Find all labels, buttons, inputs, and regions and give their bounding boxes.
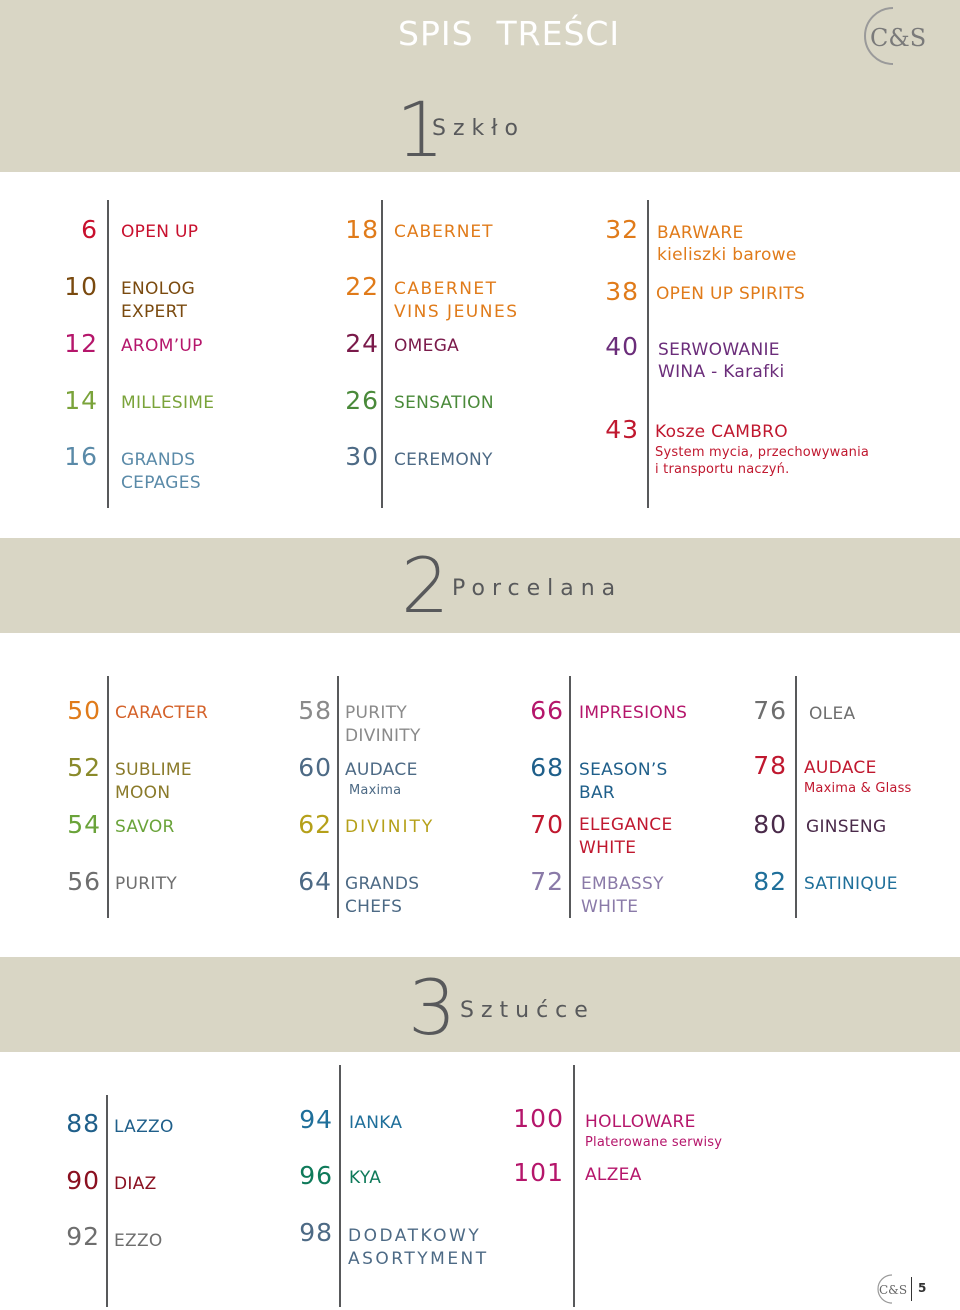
section-title: Sztućce	[460, 998, 595, 1023]
toc-entry[interactable]: AROM’UP	[121, 336, 203, 356]
logo-text: C&S	[870, 24, 927, 52]
page-number: 90	[66, 1166, 100, 1195]
page-number: 10	[64, 272, 98, 301]
toc-entry[interactable]: Kosze CAMBRO System mycia, przechowywania i transportu naczyń.	[655, 422, 870, 477]
page-number: 94	[299, 1105, 333, 1134]
column-divider	[381, 200, 383, 508]
page-number: 56	[67, 867, 101, 896]
toc-entry[interactable]: ELEGANCE WHITE	[579, 815, 673, 858]
toc-entry[interactable]: LAZZO	[114, 1117, 174, 1137]
column-divider	[337, 676, 339, 918]
section-number: 2	[401, 541, 450, 630]
toc-entry[interactable]: PURITY	[115, 874, 178, 894]
page-number: 50	[67, 696, 101, 725]
toc-entry[interactable]: IANKA	[349, 1113, 403, 1133]
page-number: 66	[530, 696, 564, 725]
section-number: 1	[396, 85, 445, 174]
page-number: 26	[345, 386, 379, 415]
page-number: 54	[67, 810, 101, 839]
page-number-footer: 5	[918, 1281, 927, 1295]
toc-entry[interactable]: HOLLOWARE Platerowane serwisy	[585, 1112, 723, 1150]
section-title: Porcelana	[452, 576, 623, 601]
toc-entry[interactable]: OMEGA	[394, 336, 460, 356]
toc-entry[interactable]: OPEN UP	[121, 222, 199, 242]
toc-entry[interactable]: AUDACE Maxima	[345, 760, 418, 798]
page-number: 101	[513, 1158, 564, 1187]
page-number: 98	[299, 1218, 333, 1247]
page-title: SPIS TREŚCI	[398, 14, 621, 53]
page-number: 64	[298, 867, 332, 896]
toc-entry[interactable]: CEREMONY	[394, 450, 493, 470]
page-number: 100	[513, 1104, 564, 1133]
toc-entry[interactable]: BARWARE kieliszki barowe	[657, 223, 797, 265]
page-number: 52	[67, 753, 101, 782]
toc-entry[interactable]: SUBLIME MOON	[115, 760, 192, 803]
toc-entry[interactable]: EMBASSY WHITE	[581, 874, 664, 917]
toc-entry[interactable]: SEASON’S BAR	[579, 760, 668, 803]
section-title: Szkło	[432, 116, 525, 141]
page-number: 24	[345, 329, 379, 358]
page-number: 12	[64, 329, 98, 358]
page-number: 68	[530, 753, 564, 782]
column-divider	[107, 200, 109, 508]
page-number: 92	[66, 1222, 100, 1251]
page-number: 32	[605, 215, 639, 244]
page-number: 82	[753, 867, 787, 896]
page-number: 58	[298, 696, 332, 725]
toc-entry[interactable]: SAVOR	[115, 817, 175, 837]
column-divider	[573, 1065, 575, 1307]
page-number: 30	[345, 442, 379, 471]
toc-entry[interactable]: EZZO	[114, 1231, 163, 1251]
logo-text: C&S	[879, 1283, 908, 1297]
page-number: 62	[298, 810, 332, 839]
column-divider	[107, 676, 109, 918]
toc-entry[interactable]: OPEN UP SPIRITS	[656, 284, 806, 304]
toc-entry[interactable]: GRANDS CEPAGES	[121, 450, 201, 493]
column-divider	[339, 1065, 341, 1307]
page-number: 6	[81, 215, 98, 244]
page-number: 72	[530, 867, 564, 896]
page-number: 38	[605, 277, 639, 306]
column-divider	[795, 676, 797, 918]
page-number: 88	[66, 1109, 100, 1138]
column-divider	[647, 200, 649, 508]
toc-entry[interactable]: DODATKOWY ASORTYMENT	[348, 1226, 489, 1269]
footer-divider	[911, 1277, 912, 1301]
toc-entry[interactable]: SATINIQUE	[804, 874, 898, 894]
toc-entry[interactable]: SERWOWANIE WINA - Karafki	[658, 340, 785, 382]
toc-entry[interactable]: CABERNET	[394, 222, 494, 242]
page-number: 70	[530, 810, 564, 839]
page-number: 43	[605, 415, 639, 444]
toc-entry[interactable]: AUDACE Maxima & Glass	[804, 758, 912, 796]
toc-entry[interactable]: PURITY DIVINITY	[345, 703, 421, 746]
toc-entry[interactable]: IMPRESIONS	[579, 703, 688, 723]
toc-entry[interactable]: ALZEA	[585, 1165, 642, 1185]
toc-entry[interactable]: GINSENG	[806, 817, 887, 837]
cs-logo-small	[874, 1273, 910, 1305]
page-number: 22	[345, 272, 379, 301]
column-divider	[106, 1095, 108, 1307]
page-number: 80	[753, 810, 787, 839]
cs-logo	[858, 4, 928, 68]
page-number: 60	[298, 753, 332, 782]
toc-entry[interactable]: KYA	[349, 1168, 382, 1188]
toc-entry[interactable]: OLEA	[809, 704, 856, 724]
toc-entry[interactable]: DIAZ	[114, 1174, 157, 1194]
column-divider	[569, 676, 571, 918]
page-number: 18	[345, 215, 379, 244]
section-number: 3	[408, 963, 457, 1052]
page-number: 16	[64, 442, 98, 471]
page-number: 14	[64, 386, 98, 415]
toc-entry[interactable]: CABERNET VINS JEUNES	[394, 279, 519, 322]
toc-entry[interactable]: DIVINITY	[345, 817, 435, 837]
page-number: 78	[753, 751, 787, 780]
page-number: 76	[753, 696, 787, 725]
toc-entry[interactable]: ENOLOG EXPERT	[121, 279, 196, 322]
toc-entry[interactable]: GRANDS CHEFS	[345, 874, 420, 917]
page-number: 96	[299, 1161, 333, 1190]
toc-entry[interactable]: MILLESIME	[121, 393, 215, 413]
toc-entry[interactable]: CARACTER	[115, 703, 209, 723]
toc-entry[interactable]: SENSATION	[394, 393, 494, 413]
page-number: 40	[605, 332, 639, 361]
